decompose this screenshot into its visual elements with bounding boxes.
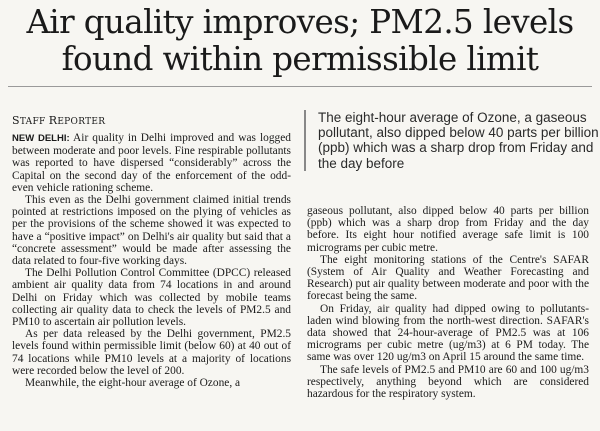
paragraph: As per data released by the Delhi government, PM2.5 levels found within permissible limit (below 60) at 40 out of 74 locations while PM10 levels at a majority of locations were recorded below the level of 200. [12, 328, 291, 377]
headline-line-2: found within permissible limit [61, 40, 539, 78]
article-column-2 [307, 205, 589, 400]
paragraph: The Delhi Pollution Control Committee (DPCC) released ambient air quality data from 74 locations in and around Delhi on Friday which was collected by mobile teams collecting air quality data to check the levels of PM2.5 and PM10 to ascertain air pollution levels. [12, 267, 291, 329]
headline [0, 4, 600, 78]
paragraph [12, 132, 291, 194]
headline-line-1: Air quality improves; PM2.5 levels [26, 3, 574, 41]
headline-rule [8, 86, 592, 87]
paragraph: gaseous pollutant, also dipped below 40 parts per billion (ppb) which was a sharp drop from Friday and the day before. Its eight hour notified average safe limit is 100 micrograms per cubic metre. [307, 205, 589, 254]
article-column-1 [12, 132, 291, 389]
paragraph: The eight monitoring stations of the Centre's SAFAR (System of Air Quality and Weather Forecasting and Research) put air quality between moderate and poor with the forecast being the same. [307, 253, 589, 303]
paragraph: The safe levels of PM2.5 and PM10 are 60 and 100 ug/m3 respectively, anything beyond which are considered hazardous for the respiratory system. [307, 363, 589, 401]
paragraph: On Friday, air quality had dipped owing to pollutants-laden wind blowing from the north-west direction. SAFAR's data showed that 24-hour-average of PM2.5 was at 106 micrograms per cubic metre (ug/m3) at 6 PM today. The same was over 120 ug/m3 on April 15 around the same time. [307, 302, 589, 364]
paragraph: This even as the Delhi government claimed initial trends pointed at restrictions imposed on the plying of vehicles as per the provisions of the scheme showed it was expected to have a “positive impact” on Delhi's air quality but said that a “concrete assessment” would be made after assessing the data related to four-five working days. [12, 194, 291, 268]
paragraph-text: Air quality in Delhi improved and was logged between moderate and poor levels. Fine respirable pollutants was reported to have dispersed “considerably” across the Capital on the second day of the enforcement of the odd-even vehicle rationing scheme. [12, 132, 291, 194]
paragraph: Meanwhile, the eight-hour average of Ozone, a [25, 377, 241, 390]
pull-quote: The eight-hour average of Ozone, a gaseous pollutant, also dipped below 40 parts per billion (ppb) which was a sharp drop from Friday and the day before [304, 110, 600, 171]
dateline: NEW DELHI: [12, 133, 70, 144]
byline-text: STAFF REPORTER [12, 114, 106, 127]
byline [12, 114, 105, 127]
